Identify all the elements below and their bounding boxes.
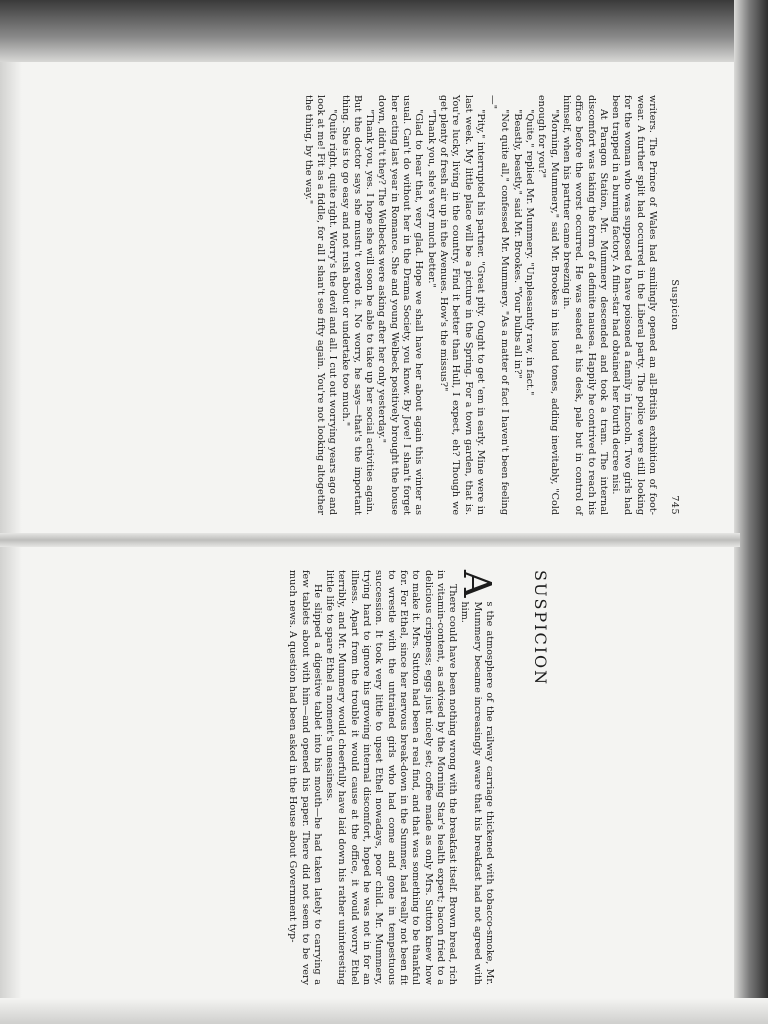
page-number: 745 — [669, 495, 680, 515]
paragraph: writers. The Prince of Wales had smilingly opened an all-British exhibition of foot-wear. A further split had occurred in the Liberal party. The police were still looking for the woman who was supposed to have poisoned a family in Lincoln. Two girls had been trapped in a burning factory. A film-star had obtained her fourth decree nisi. — [610, 95, 658, 515]
book-gutter — [0, 533, 740, 547]
scanner-edge-right — [734, 0, 768, 1024]
paragraph: "Thank you, she's very much better." — [425, 109, 437, 288]
paragraph: "Glad to hear that, very glad. Hope we shall have her about again this winter as usual. Can't do without her in the Drama Society, you know. By Jove! I shan't forget her acting last year in Romance. She and young Welbeck positively brought the house down, didn't they? The Welbecks were asking after her only yesterday." — [376, 95, 425, 515]
page-body-text — [301, 95, 658, 515]
paragraph: "Quite right, quite right. Worry's the devil and all. I cut out worrying years ago and look at me! Fit as a fiddle, for all I shan't see fifty again. You're not looking altogether the thing, by the way." — [302, 95, 339, 515]
chapter-title: SUSPICION — [531, 570, 550, 687]
paragraph: There could have been nothing wrong with the breakfast itself. Brown bread, rich in vitamin-content, as advised by the Morning Star's health expert; bacon fried to a delicious crispness; eggs just nicely set; coffee made as only Mrs. Sutton knew how to make it. Mrs. Sutton had been a real find, and that was something to be thankful for. For Ethel, since her nervous break-down in the Summer, had really not been fit to wrestle with the untrained girls who had come and gone in tempestuous succession. It took very little to upset Ethel nowadays, poor child. Mr. Mummery, trying hard to ignore his growing internal discomfort, hoped he was not in for an illness. Apart from the trouble it would cause at the office, it would worry Ethel terribly, and Mr. Mummery would cheerfully have laid down his rather uninteresting little life to spare Ethel a moment's uneasiness. — [324, 570, 459, 985]
scanner-edge-bottom — [0, 998, 768, 1024]
paragraph: "Quite," replied Mr. Mummery. "Unpleasantly raw, in fact." — [524, 109, 536, 396]
page-body-text — [286, 570, 499, 985]
page-745 — [302, 95, 680, 515]
running-head — [664, 95, 680, 515]
opening-paragraph-text: s the atmosphere of the railway carriage thickened with tobacco-smoke, Mr. Mummery became increasingly aware that his breakfast had not agreed with him. — [459, 601, 495, 985]
drop-cap: A — [455, 570, 499, 598]
paragraph: He slipped a digestive tablet into his mouth—he had taken lately to carrying a few tablets about with him—and opened his paper. There did not seem to be very much news. A question had been asked in the House about Government typ- — [287, 570, 323, 985]
paragraph: "Not quite all," confessed Mr. Mummery. "As a matter of fact I haven't been feeling—" — [487, 95, 511, 515]
page-shadow-left — [0, 40, 22, 1024]
paragraph: At Paragon Station, Mr. Mummery descended and took a tram. The internal discomfort was taking the form of a definite nausea. Happily he contrived to reach his office before the worst occurred. He was seated at his desk, pale but in control of himself, when his partner came breezing in. — [560, 95, 609, 515]
opening-paragraph — [455, 570, 499, 985]
running-title: Suspicion — [669, 279, 680, 331]
paragraph: "Beastly, beastly," said Mr. Brookes. "Your bulbs all in?" — [511, 109, 523, 379]
paragraph: "Morning, Mummery," said Mr. Brookes in his loud tones, adding inevitably, "Cold enough for you?" — [536, 95, 560, 515]
page-suspicion-opening — [287, 570, 700, 985]
paragraph: "Thank you, yes. I hope she will soon be able to take up her social activities again. But the doctor says she mustn't overdo it. No worry, he says—that's the important thing. She is to go easy and not rush about or undertake too much." — [339, 95, 376, 515]
paragraph: "Pity," interrupted his partner. "Great pity. Ought to get 'em in early. Mine were in last week. My little place will be a picture in the Spring. For a town garden, that is. You're lucky, living in the country. Find it better than Hull, I expect, eh? Though we get plenty of fresh air up in the Avenues. How's the missus?" — [437, 95, 486, 515]
scanner-edge-top — [0, 0, 768, 62]
